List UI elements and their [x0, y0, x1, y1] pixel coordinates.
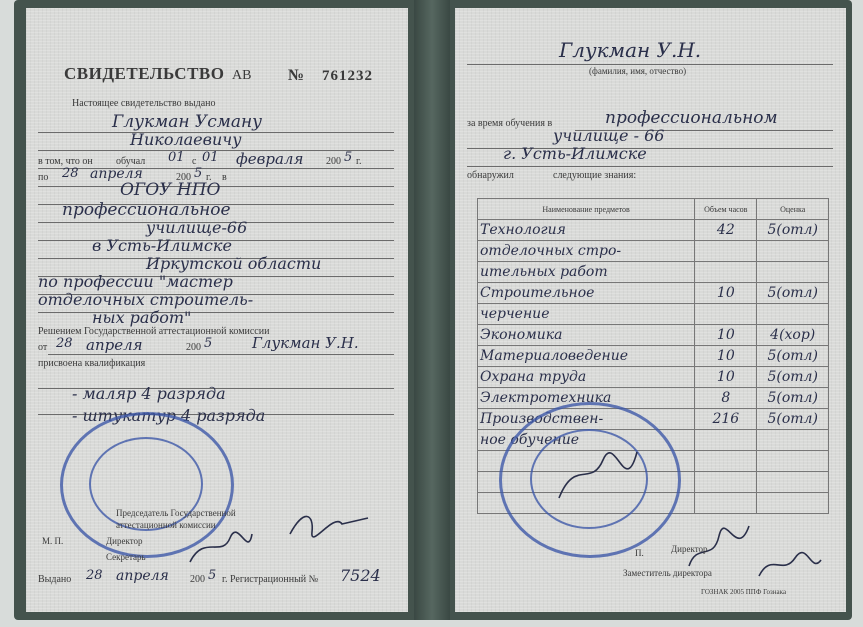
grade-cell: 5(отл) [757, 346, 829, 367]
booklet-spine [414, 0, 450, 620]
during-line1: профессиональном [605, 108, 778, 128]
subject-cell: ительных работ [478, 262, 695, 283]
date-to-year: 5 [194, 166, 203, 181]
school-line4: в Усть-Илимске [92, 236, 232, 255]
grade-cell [757, 430, 829, 451]
date-from-month: февраля [236, 150, 304, 168]
table-row [478, 283, 829, 304]
hours-cell: 8 [695, 388, 757, 409]
studied-label: обучал [116, 156, 146, 167]
subject-cell: ное обучение [478, 430, 695, 451]
hours-cell [695, 472, 757, 493]
holder-name-line2: Николаевичу [130, 130, 242, 149]
grade-cell [757, 304, 829, 325]
hours-cell [695, 262, 757, 283]
grade-cell [757, 493, 829, 514]
hours-cell [695, 493, 757, 514]
certificate-number: 761232 [322, 68, 373, 84]
in-label: в [222, 172, 227, 183]
school-line6: по профессии "мастер [38, 272, 233, 291]
school-line7: отделочных строитель- [38, 290, 254, 309]
decision-month: апреля [86, 336, 143, 354]
hours-cell [695, 304, 757, 325]
hours-cell: 216 [695, 409, 757, 430]
deputy-label: Заместитель директора [623, 568, 712, 578]
qualification-line1: - маляр 4 разряда [72, 384, 226, 403]
grade-cell [757, 451, 829, 472]
decision-from-label: от [38, 342, 48, 353]
date-from-day: 01 [202, 150, 219, 165]
to-label: по [38, 172, 49, 183]
director-label: Директор [671, 544, 708, 554]
student-name-handwritten: Глукман У.Н. [559, 38, 702, 62]
hours-cell [695, 451, 757, 472]
hours-cell: 10 [695, 346, 757, 367]
table-row [478, 304, 829, 325]
director-signature [186, 528, 256, 568]
subject-cell: черчение [478, 304, 695, 325]
decision-day: 28 [56, 336, 73, 351]
issued-month: апреля [116, 568, 169, 584]
subject-cell: Экономика [478, 325, 695, 346]
table-row [478, 367, 829, 388]
in-that-label: в том, что он [38, 156, 93, 167]
date-to-month: апреля [90, 166, 143, 182]
qualification-label: присвоена квалификация [38, 358, 146, 369]
year-prefix: 200 [176, 172, 191, 183]
table-row [478, 220, 829, 241]
secretary-label: Секретарь [106, 552, 146, 562]
year-prefix: 200 [186, 342, 201, 353]
grade-cell [757, 262, 829, 283]
decision-year: 5 [204, 336, 213, 351]
during-line2: училище - 66 [553, 126, 665, 145]
grade-cell: 4(хор) [757, 325, 829, 346]
rule [467, 166, 833, 167]
hours-cell [695, 241, 757, 262]
certificate-title: СВИДЕТЕЛЬСТВО [64, 64, 225, 83]
hours-cell: 42 [695, 220, 757, 241]
qualification-line2: - штукатур 4 разряда [72, 406, 266, 425]
table-row [478, 262, 829, 283]
right-page [455, 8, 846, 612]
subject-cell: Охрана труда [478, 367, 695, 388]
date-from-year: 5 [344, 150, 353, 165]
issued-day: 28 [86, 568, 103, 583]
grade-cell [757, 241, 829, 262]
subject-cell: Технология [478, 220, 695, 241]
name-caption: (фамилия, имя, отчество) [589, 66, 687, 76]
issued-to-label: Настоящее свидетельство выдано [72, 98, 216, 109]
school-line8: ных работ" [92, 308, 192, 327]
left-page [26, 8, 408, 612]
grade-cell [757, 472, 829, 493]
col-hours-header: Объем часов [695, 199, 757, 220]
stamp-signature [551, 448, 641, 508]
decision-label: Решением Государственной аттестационной комиссии [38, 326, 270, 337]
issued-year: 5 [208, 568, 217, 583]
col-subject-header: Наименование предметов [478, 199, 695, 220]
registration-number: 7524 [340, 566, 381, 585]
certificate-series: АВ [232, 68, 252, 83]
during-label: за время обучения в [467, 118, 553, 129]
footer-imprint: ГОЗНАК 2005 ППФ Гознака [701, 588, 787, 596]
chairman-label-line2: аттестационной комиссии [116, 520, 216, 530]
grade-cell: 5(отл) [757, 367, 829, 388]
from-label: с [192, 156, 197, 167]
subject-cell: Электротехника [478, 388, 695, 409]
school-line1: ОГОУ НПО [120, 180, 221, 200]
subject-cell: Производствен- [478, 409, 695, 430]
subject-cell: отделочных стро- [478, 241, 695, 262]
chairman-signature [284, 504, 374, 544]
number-sign: № [288, 67, 305, 84]
school-line2: профессиональное [62, 200, 231, 220]
school-line5: Иркутской области [146, 254, 322, 273]
grade-cell: 5(отл) [757, 283, 829, 304]
director-label: Директор [106, 536, 143, 546]
table-row [478, 346, 829, 367]
grade-cell: 5(отл) [757, 220, 829, 241]
year-prefix: 200 [190, 574, 205, 585]
col-grade-header: Оценка [757, 199, 829, 220]
grade-cell: 5(отл) [757, 388, 829, 409]
grade-cell: 5(отл) [757, 409, 829, 430]
knowledge-label: следующие знания: [553, 170, 637, 181]
hours-cell [695, 430, 757, 451]
rule [48, 354, 394, 355]
table-row [478, 241, 829, 262]
registration-label: г. Регистрационный № [222, 574, 319, 585]
year-prefix: 200 [326, 156, 341, 167]
date-to-day: 28 [62, 166, 79, 181]
chairman-label: Председатель Государственной [116, 508, 236, 518]
year-suffix: г. [206, 172, 212, 183]
during-line3: г. Усть-Илимске [503, 144, 647, 163]
school-line3: училище-66 [146, 218, 248, 237]
rule [467, 64, 833, 65]
year-suffix: г. [356, 156, 362, 167]
issued-label: Выдано [38, 574, 72, 585]
showed-label: обнаружил [467, 170, 514, 181]
subject-cell: Материаловедение [478, 346, 695, 367]
hours-cell: 10 [695, 325, 757, 346]
table-row [478, 388, 829, 409]
decision-name: Глукман У.Н. [252, 334, 359, 352]
hours-cell: 10 [695, 283, 757, 304]
holder-name-line1: Глукман Усману [112, 112, 263, 132]
p-label: П. [635, 548, 644, 558]
date-from-day: 01 [168, 150, 185, 165]
subject-cell: Строительное [478, 283, 695, 304]
deputy-signature [755, 548, 825, 582]
hours-cell: 10 [695, 367, 757, 388]
table-row [478, 325, 829, 346]
mp-label: М. П. [42, 536, 64, 546]
